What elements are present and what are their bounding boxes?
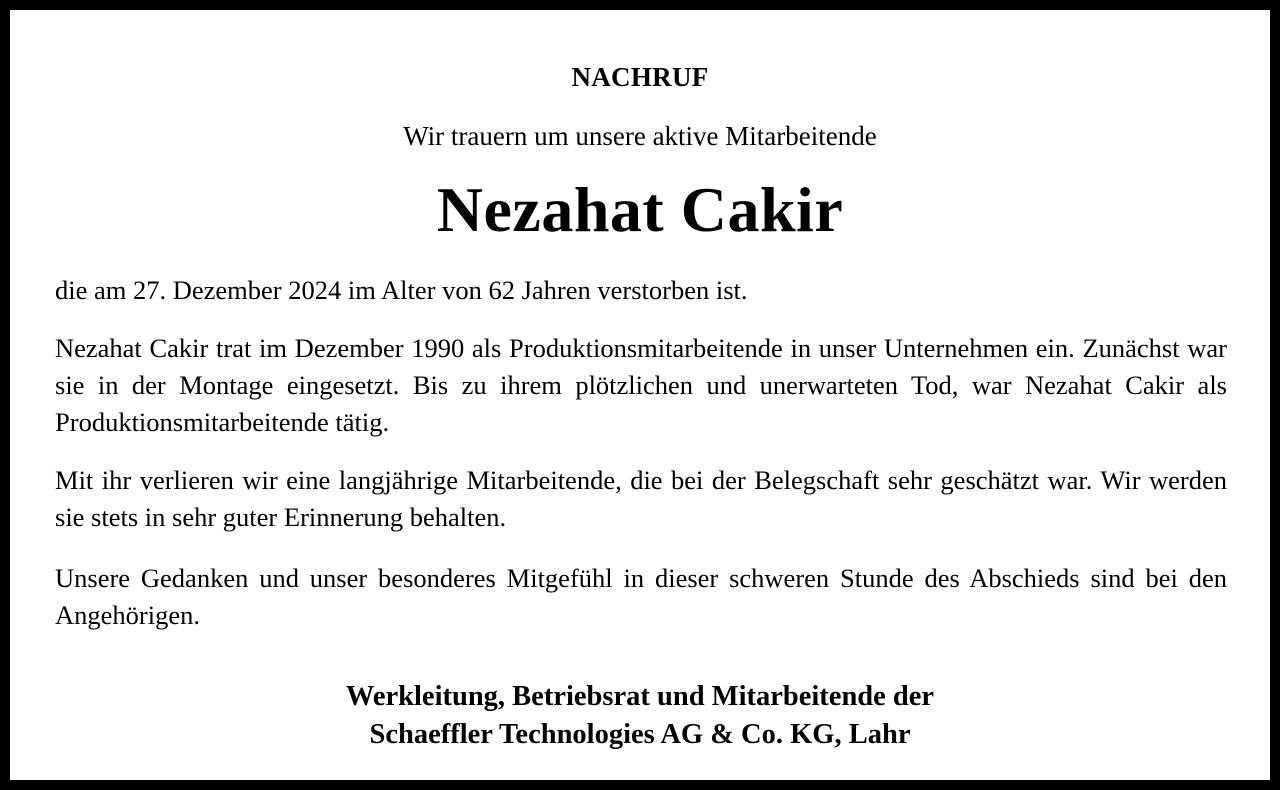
- paragraph-death-date: die am 27. Dezember 2024 im Alter von 62 Jahren verstorben ist.: [55, 275, 748, 305]
- signature-line-2: Schaeffler Technologies AG & Co. KG, Lahr: [369, 719, 911, 750]
- paragraph-career: Nezahat Cakir trat im Dezember 1990 als Produktionsmitarbeitende in unser Unternehmen ein. Zunächst war sie in der Montage eingesetzt. Bis zu ihrem plötzlichen und unerwarteten Tod, war Nezahat Cakir als Produktionsmitarbeitende tätig.: [55, 333, 1227, 437]
- notice-subheading: Wir trauern um unsere aktive Mitarbeitende: [403, 121, 877, 151]
- notice-heading: NACHRUF: [571, 62, 709, 92]
- deceased-name: Nezahat Cakir: [436, 174, 844, 245]
- paragraph-condolence: Unsere Gedanken und unser besonderes Mitgefühl in dieser schweren Stunde des Abschieds sind bei den Angehörigen.: [55, 563, 1227, 630]
- signature-line-1: Werkleitung, Betriebsrat und Mitarbeitende der: [345, 681, 935, 712]
- signature-block: [10, 678, 1270, 754]
- paragraph-appreciation: Mit ihr verlieren wir eine langjährige Mitarbeitende, die bei der Belegschaft sehr geschätzt war. Wir werden sie stets in sehr guter Erinnerung behalten.: [55, 465, 1227, 532]
